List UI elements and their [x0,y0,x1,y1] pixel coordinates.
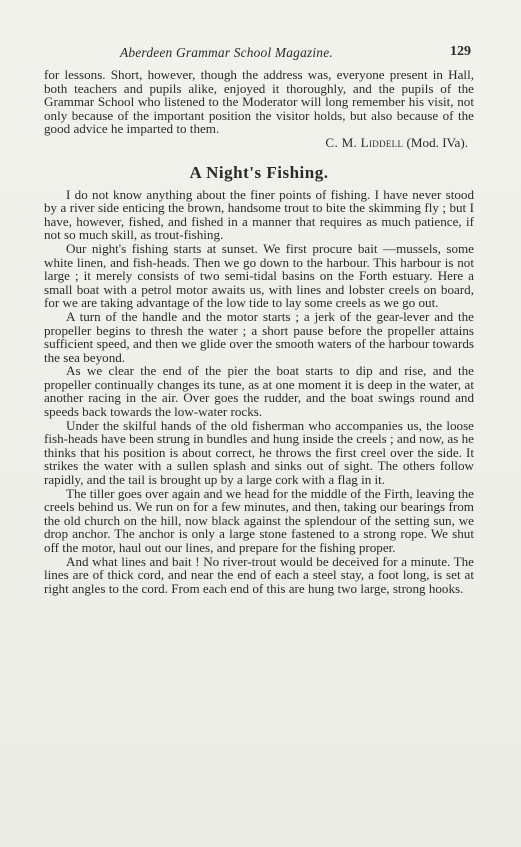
signature-class: (Mod. IVa). [406,134,468,150]
signature-name: C. M. Liddell [325,134,404,150]
running-header [44,44,474,62]
article-paragraph: A turn of the handle and the motor starts ; a jerk of the gear-lever and the propeller begins to thresh the water ; a short pause before the propeller attains sufficient speed, and then we glide over the smooth waters of the harbour towards the sea beyond. [44,308,474,365]
article-paragraph: The tiller goes over again and we head for the middle of the Firth, leaving the creels behind us. We run on for a few minutes, and then, taking our bearings from the old church on the hill, now black against the splendour of the setting sun, we drop anchor. The anchor is only a large stone fastened to a strong rope. We shut off the motor, haul out our lines, and prepare for the fishing proper. [44,485,474,555]
intro-paragraph: for lessons. Short, however, though the address was, everyone present in Hall, both teachers and pupils alike, enjoyed it thoroughly, and the pupils of the Grammar School who listened to the Moderator will long remember his visit, not only because of the important position the visitor holds, but also because of the good advice he imparted to them. [44,67,474,137]
page-body [44,68,474,595]
signature [44,136,474,150]
article-paragraph: And what lines and bait ! No river-trout would be deceived for a minute. The lines are of thick cord, and near the end of each a steel stay, a foot long, is set at right angles to the cord. From each end of this are hung two large, strong hooks. [44,553,474,596]
article-title: A Night's Fishing. [189,162,329,182]
page-number: 129 [450,44,471,59]
article-paragraph: I do not know anything about the finer points of fishing. I have never stood by a river side enticing the brown, handsome trout to bite the skimming fly ; but I have, however, fished, and fished in a manner that requires as much patience, if not so much skill, as trout-fishing. [44,186,474,243]
journal-title: Aberdeen Grammar School Magazine. [120,45,333,60]
article-paragraph: As we clear the end of the pier the boat starts to dip and rise, and the propeller continually changes its tune, as at one moment it is deep in the water, at another racing in the air. Over goes the rudder, and the boat swings round and speeds back towards the low-water rocks. [44,363,474,420]
article-paragraph: Our night's fishing starts at sunset. We first procure bait —mussels, some white linen, and fish-heads. Then we go down to the harbour. This harbour is not large ; it merely consists of two semi-tidal basins on the Forth estuary. Here a small boat with a petrol motor awaits us, with lines and lobster creels on board, for we are taking advantage of the low tide to lay some creels as we go out. [44,240,474,311]
article-paragraph: Under the skilful hands of the old fisherman who accompanies us, the loose fish-heads have been strung in bundles and hung inside the creels ; and now, as he thinks that his position is about correct, he throws the first creel over the side. It strikes the water with a sullen splash and sinks out of sight. The others follow rapidly, and the tail is brought up by a large cork with a flag in it. [44,417,474,488]
